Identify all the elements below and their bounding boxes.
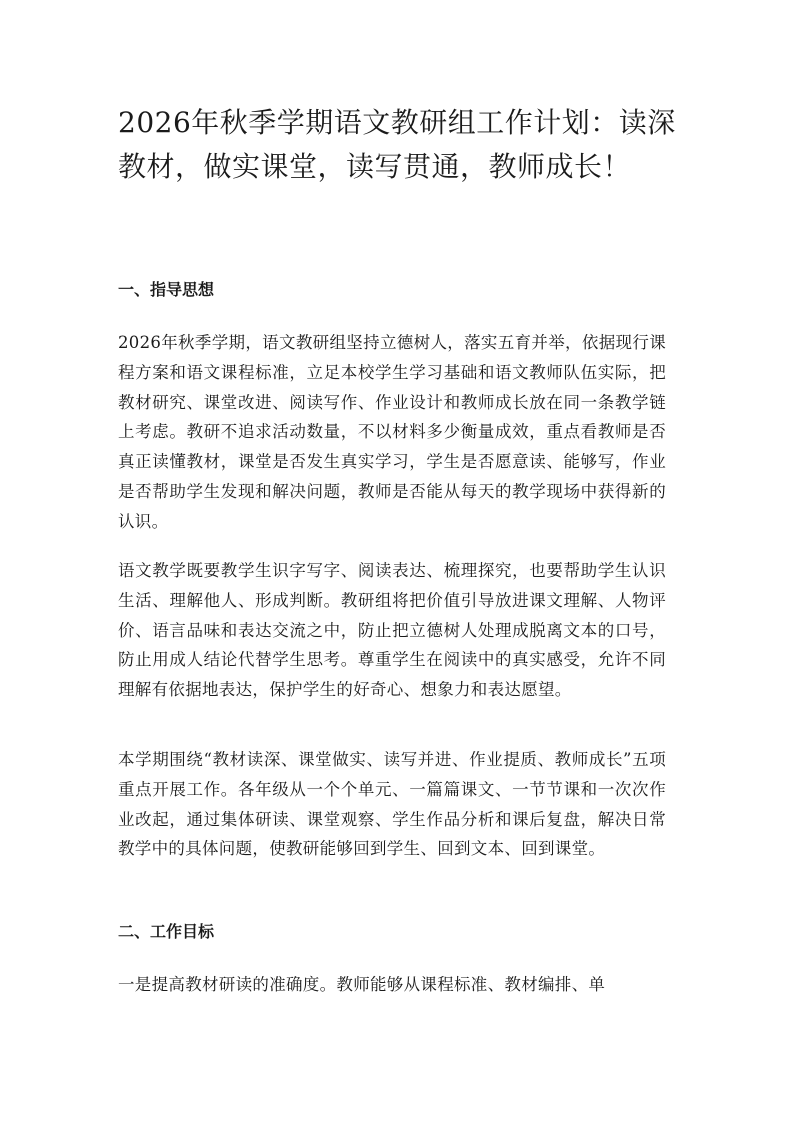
paragraph: 一是提高教材研读的准确度。教师能够从课程标准、教材编排、单 (118, 975, 606, 994)
paragraph: 语文教学既要教学生识字写字、阅读表达、梳理探究，也要帮助学生认识生活、理解他人、形成判断。教研组将把价值引导放进课文理解、人物评价、语言品味和表达交流之中，防止把立德树人处理成脱离文本的口号，防止用成人结论代替学生思考。尊重学生在阅读中的真实感受，允许不同理解有依据地表达，保护学生的好奇心、想象力和表达愿望。 (118, 561, 666, 700)
section-heading-guiding-ideology: 一、指导思想 (118, 280, 215, 299)
paragraph: 2026年秋季学期，语文教研组坚持立德树人，落实五育并举，依据现行课程方案和语文课程标准，立足本校学生学习基础和语文教师队伍实际，把教材研究、课堂改进、阅读写作、作业设计和教师成长放在同一条教学链上考虑。教研不追求活动数量，不以材料多少衡量成效，重点看教师是否真正读懂教材，课堂是否发生真实学习，学生是否愿意读、能够写，作业是否帮助学生发现和解决问题，教师是否能从每天的教学现场中获得新的认识。 (118, 333, 666, 531)
section-heading-work-goals: 二、工作目标 (118, 922, 215, 941)
paragraph: 本学期围绕“教材读深、课堂做实、读写并进、作业提质、教师成长”五项重点开展工作。各年级从一个个单元、一篇篇课文、一节节课和一次次作业改起，通过集体研读、课堂观察、学生作品分析和课后复盘，解决日常教学中的具体问题，使教研能够回到学生、回到文本、回到课堂。 (118, 750, 666, 859)
document-title: 2026年秋季学期语文教研组工作计划：读深教材，做实课堂，读写贯通，教师成长！ (118, 106, 676, 183)
